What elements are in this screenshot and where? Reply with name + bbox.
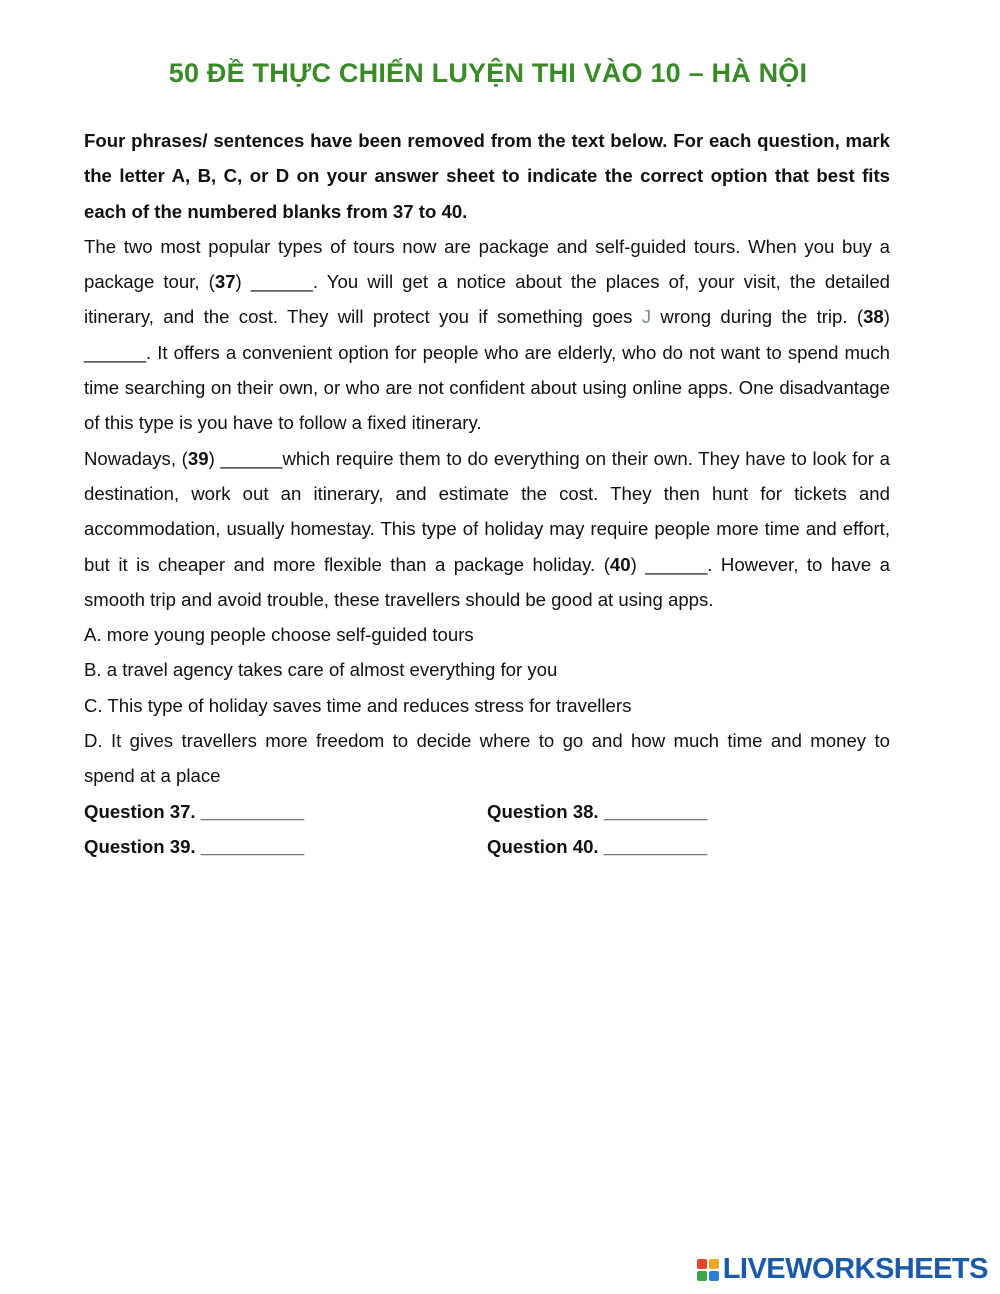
text-segment: The two most popular types of tours now are package and self-guided tours. When you buy a package tour, ( [84,235,890,293]
answer-question-39[interactable]: Question 39. __________ [84,835,305,857]
text-segment: Nowadays, ( [84,447,188,469]
text-segment: ) ______which require them to do everything on their own. They have to look for a destination, work out an itinerary, and estimate the cost. They then hunt for tickets and accommodation, usually homestay. This type of holiday may require people more time and effort, but it is cheaper and more flexible than a package holiday. ( [84,447,891,575]
text-segment: ) ______. It offers a convenient option for people who are elderly, who do not want to spend much time searching on their own, or who are not confident about using online apps. One disadvantage of this type is you have to follow a fixed itinerary. [84,306,890,434]
stray-mark: J [641,306,652,328]
logo-badge-tile [697,1271,707,1281]
liveworksheets-logo [697,1253,988,1286]
passage-paragraph-1 [84,229,890,441]
option-d: D. It gives travellers more freedom to decide where to go and how much time and money to spend at a place [84,730,890,787]
question-number-40: 40 [609,553,631,575]
text-segment: ) ______. You will get a notice about the places of, your visit, the detailed itinerary, and the cost. They will protect you if something goes [84,271,890,328]
question-number-39: 39 [187,447,209,469]
answer-row [84,829,890,864]
option-b: B. a travel agency takes care of almost everything for you [84,659,558,681]
answer-grid [84,794,890,865]
question-number-37: 37 [214,271,236,293]
page-title: 50 ĐỀ THỰC CHIẾN LUYỆN THI VÀO 10 – HÀ NỘI [168,58,808,88]
answer-row [84,794,890,829]
logo-text: LIVEWORKSHEETS [722,1253,988,1285]
logo-badge-tile [709,1271,719,1281]
text-segment: wrong during the trip. ( [651,306,864,328]
question-number-38: 38 [863,306,884,328]
answer-question-38[interactable]: Question 38. __________ [487,800,708,822]
text-segment: ) ______. However, to have a smooth trip and avoid trouble, these travellers should be good at using apps. [84,553,890,610]
logo-badge-tile [697,1259,707,1269]
option-a: A. more young people choose self-guided tours [84,624,474,646]
option-c: C. This type of holiday saves time and reduces stress for travellers [84,694,632,716]
answer-question-40[interactable]: Question 40. __________ [487,835,708,857]
logo-badge-icon [697,1259,719,1281]
instructions: Four phrases/ sentences have been removed from the text below. For each question, mark the letter A, B, C, or D on your answer sheet to indicate the correct option that best fits each of the numbered blanks from 37 to 40. [84,130,890,222]
logo-badge-tile [709,1259,719,1269]
answer-question-37[interactable]: Question 37. __________ [84,800,305,822]
passage-paragraph-2 [84,441,890,617]
worksheet-content [84,123,890,864]
